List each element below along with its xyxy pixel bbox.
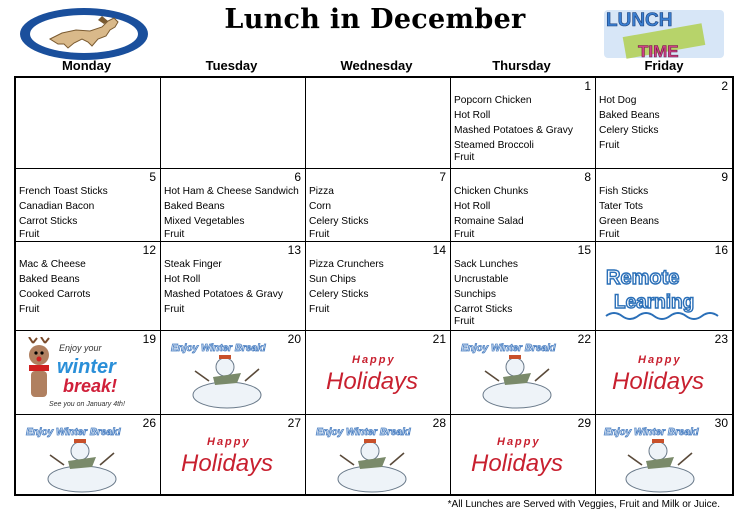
day-number: 5: [149, 170, 156, 184]
calendar-cell: [306, 242, 451, 331]
snowman-caption: Enjoy Winter Break!: [604, 427, 699, 438]
menu-list: [599, 184, 729, 241]
menu-item: Mac & Cheese: [19, 259, 86, 270]
snowman-image: [455, 337, 580, 411]
happy-holidays-image: [316, 337, 441, 411]
snowman-icon: [338, 439, 406, 492]
calendar-cell: [451, 415, 596, 494]
snowman-icon: [48, 439, 116, 492]
menu-item: Hot Roll: [454, 110, 491, 121]
menu-item: Romaine Salad: [454, 216, 524, 227]
snowman-image: [598, 421, 723, 494]
day-number: 12: [142, 243, 156, 257]
menu-item: Pizza Crunchers: [309, 259, 384, 270]
remote-word: Remote: [606, 267, 680, 289]
day-header-friday: Friday: [644, 58, 684, 73]
happy-word: Happy: [638, 354, 682, 366]
reindeer-icon: [29, 337, 49, 397]
menu-item: Baked Beans: [599, 110, 660, 121]
day-number: 16: [714, 243, 728, 257]
menu-item: Fruit: [454, 152, 475, 163]
calendar-cell: [451, 242, 596, 331]
snowman-caption: Enjoy Winter Break!: [26, 427, 121, 438]
calendar-cell: [161, 331, 306, 415]
lunch-time-logo: [598, 2, 728, 62]
menu-item: Steak Finger: [164, 259, 222, 270]
calendar-cell: [596, 415, 732, 494]
menu-item: Fruit: [309, 304, 330, 315]
menu-item: Hot Dog: [599, 95, 637, 106]
calendar-cell: [16, 78, 161, 169]
day-number: 2: [721, 79, 728, 93]
snowman-caption: Enjoy Winter Break!: [316, 427, 411, 438]
snowman-image: [20, 421, 145, 494]
calendar-cell: [451, 169, 596, 242]
calendar-cell: [161, 169, 306, 242]
calendar-grid: [14, 76, 734, 496]
calendar-cell: [596, 331, 732, 415]
day-header-thursday: Thursday: [492, 58, 551, 73]
calendar-cell: [161, 242, 306, 331]
calendar-cell: [596, 169, 732, 242]
day-number: 9: [721, 170, 728, 184]
menu-item: Uncrustable: [454, 274, 509, 285]
menu-item: Fish Sticks: [599, 186, 649, 197]
menu-item: Fruit: [454, 229, 475, 240]
menu-item: Fruit: [454, 316, 475, 327]
menu-list: [454, 257, 592, 327]
calendar-cell: [306, 415, 451, 494]
day-number: 23: [714, 332, 728, 346]
menu-item: French Toast Sticks: [19, 186, 108, 197]
menu-item: Fruit: [164, 304, 185, 315]
happy-word: Happy: [352, 354, 396, 366]
day-number: 27: [287, 416, 301, 430]
happy-holidays-image: [461, 419, 586, 493]
day-number: 6: [294, 170, 301, 184]
menu-item: Fruit: [164, 229, 185, 240]
menu-list: [164, 257, 302, 317]
menu-item: Baked Beans: [164, 201, 225, 212]
menu-item: Fruit: [599, 140, 620, 151]
menu-item: Pizza: [309, 186, 334, 197]
calendar-cell: [16, 415, 161, 494]
menu-item: Green Beans: [599, 216, 660, 227]
see-you-text: See you on January 4th!: [49, 401, 125, 408]
calendar-cell: [451, 331, 596, 415]
footnote: *All Lunches are Served with Veggies, Fruit and Milk or Juice.: [447, 499, 720, 510]
menu-list: [599, 93, 729, 153]
menu-item: Chicken Chunks: [454, 186, 529, 197]
snowman-icon: [626, 439, 694, 492]
snowman-icon: [193, 355, 261, 408]
calendar-cell: [16, 169, 161, 242]
menu-item: Hot Ham & Cheese Sandwich: [164, 186, 299, 197]
day-number: 15: [577, 243, 591, 257]
menu-item: Celery Sticks: [309, 289, 369, 300]
day-number: 30: [714, 416, 728, 430]
menu-list: [19, 184, 157, 241]
menu-item: Fruit: [599, 229, 620, 240]
menu-list: [309, 257, 447, 317]
day-header-tuesday: Tuesday: [205, 58, 258, 73]
calendar-cell: [16, 331, 161, 415]
calendar-cell: [306, 169, 451, 242]
day-number: 29: [577, 416, 591, 430]
winter-break-image: [19, 337, 144, 411]
menu-item: Mashed Potatoes & Gravy: [164, 289, 283, 300]
break-word: break!: [63, 376, 118, 396]
snowman-caption: Enjoy Winter Break!: [171, 343, 266, 354]
day-number: 7: [439, 170, 446, 184]
day-number: 28: [432, 416, 446, 430]
menu-item: Fruit: [19, 304, 40, 315]
day-number: 26: [142, 416, 156, 430]
calendar-cell: [161, 415, 306, 494]
menu-list: [309, 184, 447, 241]
calendar-cell: [306, 331, 451, 415]
svg-text:TIME: TIME: [638, 42, 679, 61]
day-number: 21: [432, 332, 446, 346]
enjoy-your-text: Enjoy your: [59, 343, 102, 353]
menu-item: Hot Roll: [164, 274, 201, 285]
day-header-wednesday: Wednesday: [340, 58, 413, 73]
happy-holidays-image: [602, 337, 727, 411]
menu-item: Tater Tots: [599, 201, 643, 212]
menu-item: Mashed Potatoes & Gravy: [454, 125, 573, 136]
day-header-monday: Monday: [61, 58, 112, 73]
happy-word: Happy: [497, 436, 541, 448]
svg-text:LUNCH: LUNCH: [606, 10, 673, 31]
calendar-cell: [451, 78, 596, 169]
menu-item: Fruit: [309, 229, 330, 240]
menu-item: Celery Sticks: [309, 216, 369, 227]
calendar-cell: [596, 242, 732, 331]
menu-item: Cooked Carrots: [19, 289, 91, 300]
page-title: Lunch in December: [224, 4, 526, 35]
calendar-cell: [161, 78, 306, 169]
winter-word: winter: [57, 356, 116, 378]
menu-item: Corn: [309, 201, 332, 212]
happy-word: Happy: [207, 436, 251, 448]
menu-item: Mixed Vegetables: [164, 216, 245, 227]
happy-holidays-image: [171, 419, 296, 493]
day-number: 22: [577, 332, 591, 346]
learning-word: Learning: [614, 292, 695, 313]
holidays-word: Holidays: [471, 450, 564, 477]
snowman-caption: Enjoy Winter Break!: [461, 343, 556, 354]
menu-list: [19, 257, 157, 317]
holidays-word: Holidays: [326, 368, 419, 395]
menu-item: Baked Beans: [19, 274, 80, 285]
snowman-icon: [483, 355, 551, 408]
menu-list: [454, 184, 592, 241]
menu-item: Fruit: [19, 229, 40, 240]
menu-list: [164, 184, 302, 241]
day-number: 14: [432, 243, 446, 257]
calendar-cell: [306, 78, 451, 169]
day-number: 8: [584, 170, 591, 184]
menu-item: Carrot Sticks: [454, 304, 513, 315]
holidays-word: Holidays: [612, 368, 705, 395]
remote-learning-image: [600, 258, 730, 328]
snowman-image: [310, 421, 435, 494]
menu-item: Canadian Bacon: [19, 201, 95, 212]
snowman-image: [165, 337, 290, 411]
menu-item: Carrot Sticks: [19, 216, 78, 227]
day-number: 20: [287, 332, 301, 346]
holidays-word: Holidays: [181, 450, 274, 477]
menu-item: Celery Sticks: [599, 125, 659, 136]
calendar-cell: [596, 78, 732, 169]
menu-item: Steamed Broccoli: [454, 140, 534, 151]
menu-list: [454, 93, 592, 163]
day-number: 1: [584, 79, 591, 93]
day-number: 13: [287, 243, 301, 257]
calendar-cell: [16, 242, 161, 331]
menu-item: Popcorn Chicken: [454, 95, 532, 106]
menu-item: Sun Chips: [309, 274, 357, 285]
menu-item: Sack Lunches: [454, 259, 518, 270]
day-number: 19: [142, 332, 156, 346]
menu-item: Hot Roll: [454, 201, 491, 212]
menu-item: Sunchips: [454, 289, 496, 300]
